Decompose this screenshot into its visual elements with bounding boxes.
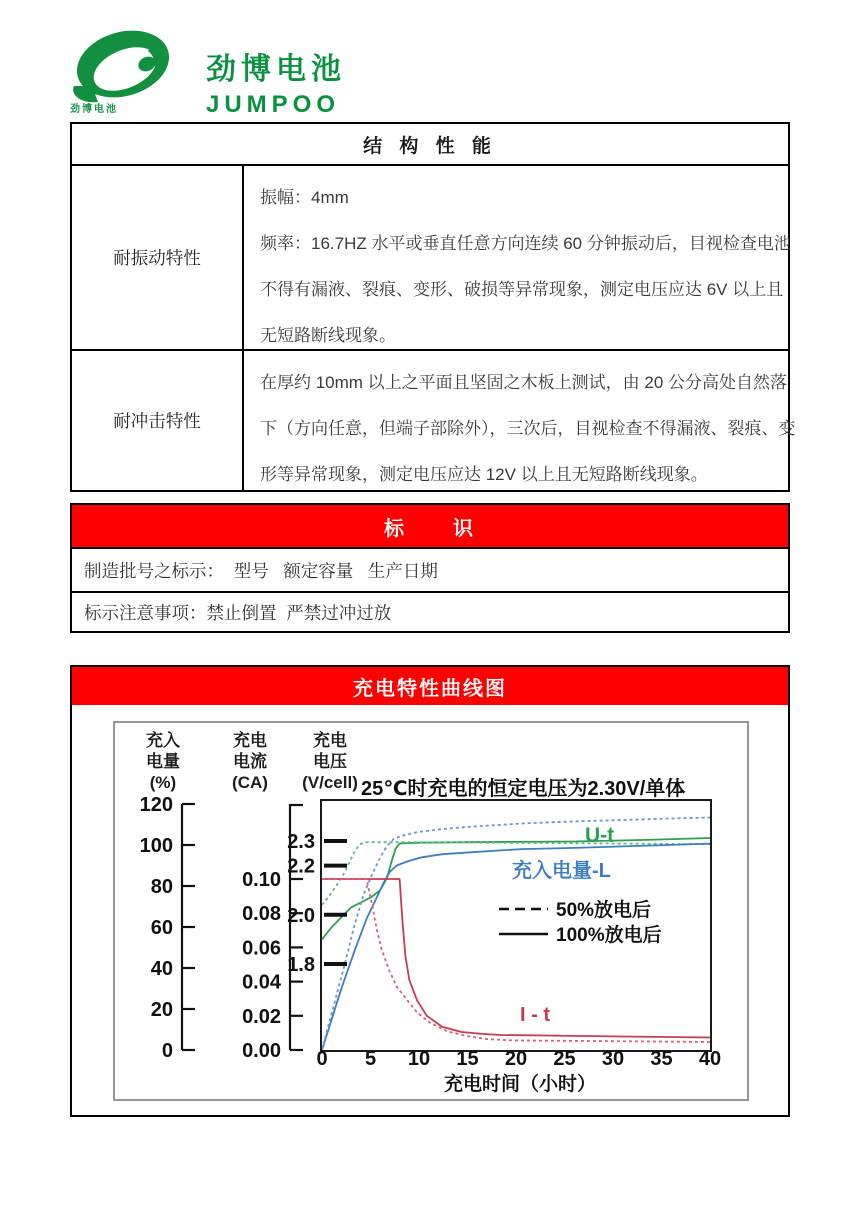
axis-label-charge-current	[220, 730, 280, 793]
content-line: 在厚约 10mm 以上之平面且坚固之木板上测试，由 20 公分高处自然落	[260, 373, 788, 392]
scale-tick-label: 80	[150, 876, 173, 898]
x-tick-label: 40	[698, 1048, 722, 1070]
row-label-impact: 耐冲击特性	[72, 351, 244, 490]
x-tick-label: 25	[553, 1048, 576, 1070]
x-tick-label: 5	[364, 1048, 377, 1070]
scale-tick-label: 20	[150, 999, 173, 1021]
voltage-tick-label: 1.8	[287, 954, 315, 976]
legend-label: 100%放电后	[556, 925, 662, 946]
series-curve-5	[322, 879, 710, 1042]
content-line: 无短路断线现象。	[260, 326, 396, 345]
chart-section-title: 充电特性曲线图	[72, 667, 788, 705]
logo-caption: 劲博电池	[70, 104, 118, 115]
content-line: 频率：16.7HZ 水平或垂直任意方向连续 60 分钟振动后，目视检查电池	[260, 234, 791, 253]
voltage-tick-label: 2.2	[287, 855, 315, 878]
curve-label: 充入电量-L	[512, 860, 611, 882]
axis-unit: (%)	[149, 773, 177, 792]
marking-table-title: 标 识	[72, 505, 788, 549]
axis-label-charge-quantity	[133, 730, 193, 793]
scale-tick-label: 100	[139, 835, 173, 857]
row-content-vibration	[244, 166, 805, 349]
axis-unit: (CA)	[232, 773, 268, 792]
axis-label-charge-voltage	[293, 730, 367, 793]
content-line: 下（方向任意，但端子部除外），三次后，目视检查不得漏液、裂痕、变	[260, 419, 796, 438]
scale-tick-label: 0.04	[242, 971, 281, 994]
charge-curve-section	[70, 665, 790, 1117]
table-row-impact	[72, 349, 796, 490]
axis-name-line: 电量	[146, 752, 180, 771]
curve-label: I - t	[520, 1004, 550, 1026]
legend-label: 50%放电后	[556, 900, 652, 921]
x-axis-title: 充电时间（小时）	[443, 1074, 596, 1095]
scale-tick-label: 0.00	[242, 1040, 281, 1062]
axis-name-line: 充入	[146, 731, 180, 750]
jumpoo-logo	[64, 28, 182, 116]
structure-performance-table	[70, 122, 796, 492]
scale-tick-label: 60	[150, 917, 173, 939]
marking-row-caution: 标示注意事项：禁止倒置 严禁过冲过放	[84, 602, 392, 623]
content-line: 振幅：4mm	[260, 188, 349, 207]
axis-name-line: 电流	[233, 752, 267, 771]
row-content-impact	[244, 351, 810, 490]
axis-name-line: 充电	[313, 731, 347, 750]
content-line: 不得有漏液、裂痕、变形、破损等异常现象，测定电压应达 6V 以上且	[260, 280, 784, 299]
scale-tick-label: 0.10	[242, 869, 281, 891]
series-curve-4	[322, 879, 710, 1038]
scale-tick-label: 40	[150, 958, 173, 980]
axis-name-line: 充电	[233, 731, 267, 750]
scale-tick-label: 0.08	[242, 903, 281, 926]
scale-tick-label: 120	[139, 794, 173, 816]
brand-name-cn: 劲博电池	[206, 53, 346, 86]
x-tick-label: 20	[504, 1048, 528, 1070]
x-tick-label: 15	[456, 1048, 479, 1070]
brand-text	[206, 28, 346, 119]
plot-canvas	[322, 801, 710, 1050]
marking-table	[70, 503, 790, 633]
structure-table-title: 结 构 性 能	[72, 124, 788, 166]
chart-title: 25℃时充电的恒定电压为2.30V/单体	[361, 778, 686, 800]
brand-name-en: JUMPOO	[206, 91, 341, 118]
axis-name-line: 电压	[313, 752, 347, 771]
x-tick-label: 10	[407, 1048, 431, 1070]
x-tick-label: 0	[316, 1048, 328, 1070]
content-line: 形等异常现象，测定电压应达 12V 以上且无短路断线现象。	[260, 465, 708, 484]
brand-header	[64, 28, 346, 119]
curve-label: U-t	[585, 824, 615, 847]
scale-tick-label: 0.02	[242, 1005, 281, 1028]
x-tick-label: 35	[650, 1048, 673, 1070]
chart-figure	[113, 721, 749, 1101]
voltage-tick-label: 2.3	[287, 831, 315, 853]
x-tick-label: 30	[601, 1048, 625, 1070]
table-row-vibration	[72, 166, 791, 349]
scale-tick-label: 0.06	[242, 937, 281, 960]
plot-area	[320, 799, 712, 1052]
row-label-vibration: 耐振动特性	[72, 166, 244, 349]
marking-row-batch: 制造批号之标示： 型号 额定容量 生产日期	[72, 549, 788, 593]
scale-tick-label: 0	[161, 1040, 173, 1062]
axis-unit: (V/cell)	[302, 773, 358, 792]
voltage-tick-label: 2.0	[287, 904, 315, 927]
